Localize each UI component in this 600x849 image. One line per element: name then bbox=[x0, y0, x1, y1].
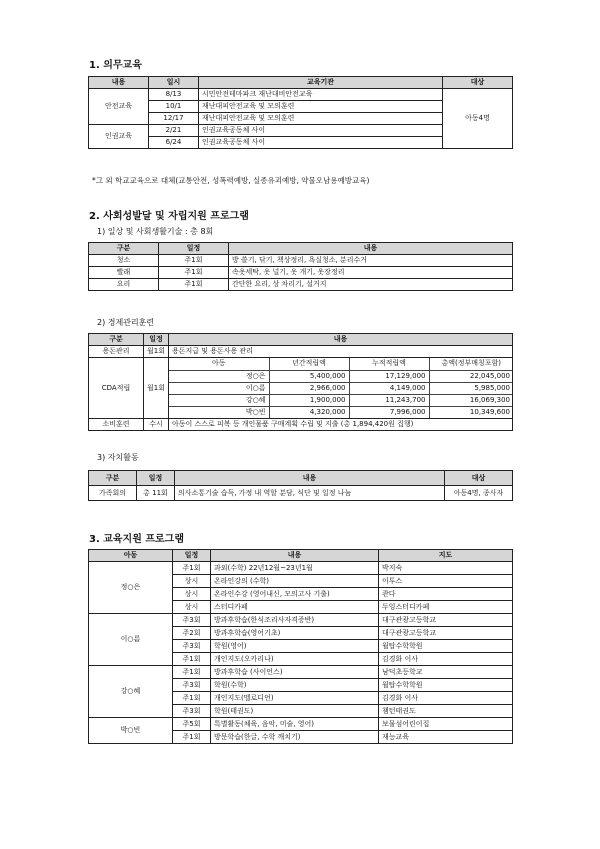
header-content: 내용 bbox=[211, 550, 379, 562]
table-row bbox=[89, 486, 513, 501]
content-cell: 방과후학습 (사이언스) bbox=[211, 666, 379, 679]
header-content: 내용 bbox=[175, 471, 445, 486]
content-cell: 스터디카페 bbox=[211, 601, 379, 614]
cda-total: 5,985,000 bbox=[429, 382, 513, 394]
table-row bbox=[89, 346, 513, 358]
content-cell: 특별활동(체육, 음악, 미술, 영어) bbox=[211, 718, 379, 731]
guide-cell: 김경화 이사 bbox=[379, 653, 513, 666]
table-row bbox=[89, 419, 513, 431]
type-cell: 빨래 bbox=[89, 267, 159, 279]
institution-cell: 인권교육공동체 사이 bbox=[199, 137, 443, 149]
section-3-title: 3. 교육지원 프로그램 bbox=[89, 534, 184, 545]
content-cell: 학원(영어) bbox=[211, 640, 379, 653]
schedule-cell: 주1회 bbox=[173, 562, 211, 575]
content-cell: 의사소통기술 습득, 가정 내 역할 분담, 식단 및 일정 나눔 bbox=[175, 486, 445, 501]
section-1-note: *그 외 학교교육으로 대체(교통안전, 성폭력예방, 실종유괴예방, 약물오남용예방교육) bbox=[92, 176, 370, 185]
cda-total: 16,069,300 bbox=[429, 394, 513, 406]
cda-total: 22,045,000 bbox=[429, 370, 513, 382]
cda-annual: 5,400,000 bbox=[269, 370, 349, 382]
schedule-cell: 주1회 bbox=[159, 255, 229, 267]
cda-header-annual: 년간적립액 bbox=[269, 358, 349, 370]
guide-cell: 김경화 이사 bbox=[379, 692, 513, 705]
header-schedule: 일정 bbox=[137, 471, 175, 486]
institution-cell: 재난대피안전교육 및 모의훈련 bbox=[199, 101, 443, 113]
guide-cell: 대구관광고등학교 bbox=[379, 614, 513, 627]
content-cell: 아동이 스스로 피복 등 개인물품 구매계획 수립 및 지출 (총 1,894,420원 집행) bbox=[169, 419, 513, 431]
header-target: 대상 bbox=[445, 471, 513, 486]
cda-annual: 1,900,000 bbox=[269, 394, 349, 406]
schedule-cell: 주2회 bbox=[173, 627, 211, 640]
date-cell: 8/13 bbox=[149, 89, 199, 101]
section-2-title: 2. 사회성발달 및 자립지원 프로그램 bbox=[89, 211, 249, 222]
content-cell: 온라인강의 (수학) bbox=[211, 575, 379, 588]
cda-header-cumulative: 누적적립액 bbox=[349, 358, 429, 370]
content-cell: 방과후학습(영어기초) bbox=[211, 627, 379, 640]
header-institution: 교육기관 bbox=[199, 77, 443, 89]
schedule-cell: 주3회 bbox=[173, 705, 211, 718]
guide-cell: 월탑수학학원 bbox=[379, 640, 513, 653]
content-cell: 온라인수강 (영어내신, 모의고사 기출) bbox=[211, 588, 379, 601]
schedule-cell: 주3회 bbox=[173, 640, 211, 653]
schedule-cell: 주1회 bbox=[173, 653, 211, 666]
date-cell: 10/1 bbox=[149, 101, 199, 113]
guide-cell: 콴다 bbox=[379, 588, 513, 601]
type-cell: 가족회의 bbox=[89, 486, 137, 501]
date-cell: 2/21 bbox=[149, 125, 199, 137]
header-content: 내용 bbox=[89, 77, 149, 89]
schedule-cell: 월1회 bbox=[144, 346, 169, 358]
content-cell: 방문학습(한글, 수학 깨치기) bbox=[211, 731, 379, 744]
child-cell: 박○빈 bbox=[89, 718, 173, 744]
subsection-2-3-title: 3) 자치활동 bbox=[97, 453, 139, 462]
table-row bbox=[169, 382, 513, 394]
header-child: 아동 bbox=[89, 550, 173, 562]
schedule-cell: 주1회 bbox=[159, 279, 229, 291]
cda-cumulative: 7,996,000 bbox=[349, 406, 429, 418]
table-row bbox=[89, 718, 513, 731]
guide-cell: 남덕초등학교 bbox=[379, 666, 513, 679]
content-cell: 개인지도(멜로디언) bbox=[211, 692, 379, 705]
guide-cell: 이투스 bbox=[379, 575, 513, 588]
guide-cell: 보물섬어린이집 bbox=[379, 718, 513, 731]
table-row bbox=[89, 358, 513, 419]
schedule-cell: 주1회 bbox=[173, 666, 211, 679]
section-1-title: 1. 의무교육 bbox=[89, 60, 142, 71]
date-cell: 12/17 bbox=[149, 113, 199, 125]
child-cell: 정○은 bbox=[89, 562, 173, 614]
group-human-rights: 인권교육 bbox=[89, 125, 149, 149]
type-cell: 요리 bbox=[89, 279, 159, 291]
table-row bbox=[89, 562, 513, 575]
cda-cumulative: 11,243,700 bbox=[349, 394, 429, 406]
table-row bbox=[169, 406, 513, 418]
cda-annual: 4,320,000 bbox=[269, 406, 349, 418]
header-content: 내용 bbox=[229, 243, 513, 255]
table-row bbox=[89, 255, 513, 267]
target-cell: 아동4명 bbox=[443, 89, 513, 149]
type-cell: 용돈관리 bbox=[89, 346, 144, 358]
table-row bbox=[89, 614, 513, 627]
target-cell: 아동4명, 종사자 bbox=[445, 486, 513, 501]
type-cell: 청소 bbox=[89, 255, 159, 267]
content-cell: 방 쓸기, 닦기, 책상정리, 욕실청소, 분리수거 bbox=[229, 255, 513, 267]
schedule-cell: 상시 bbox=[173, 601, 211, 614]
header-guide: 지도 bbox=[379, 550, 513, 562]
content-cell: 속옷세탁, 옷 널기, 옷 개기, 옷장정리 bbox=[229, 267, 513, 279]
header-date: 일시 bbox=[149, 77, 199, 89]
cda-cell bbox=[169, 358, 513, 419]
content-cell: 학원(수학) bbox=[211, 679, 379, 692]
table-row bbox=[89, 89, 513, 101]
institution-cell: 재난대피안전교육 및 모의훈련 bbox=[199, 113, 443, 125]
schedule-cell: 주3회 bbox=[173, 614, 211, 627]
education-support-table bbox=[88, 549, 513, 744]
economic-training-table bbox=[88, 333, 513, 431]
daily-skills-table bbox=[88, 242, 513, 291]
cda-cumulative: 4,149,000 bbox=[349, 382, 429, 394]
table-row bbox=[89, 267, 513, 279]
guide-cell: 월탑수학학원 bbox=[379, 679, 513, 692]
self-governance-table bbox=[88, 470, 513, 501]
cda-savings-table bbox=[169, 358, 513, 418]
child-cell: 이○름 bbox=[89, 614, 173, 666]
table-row bbox=[169, 370, 513, 382]
header-schedule: 일정 bbox=[159, 243, 229, 255]
header-type: 구분 bbox=[89, 471, 137, 486]
date-cell: 6/24 bbox=[149, 137, 199, 149]
cda-header-total: 총액(정부매칭포함) bbox=[429, 358, 513, 370]
mandatory-education-table bbox=[88, 76, 513, 149]
institution-cell: 인권교육공동체 사이 bbox=[199, 125, 443, 137]
schedule-cell: 주1회 bbox=[173, 692, 211, 705]
cda-total: 10,349,600 bbox=[429, 406, 513, 418]
schedule-cell: 총 11회 bbox=[137, 486, 175, 501]
content-cell: 방과후학습(한식조리사자격증반) bbox=[211, 614, 379, 627]
table-row bbox=[89, 279, 513, 291]
schedule-cell: 수시 bbox=[144, 419, 169, 431]
group-safety: 안전교육 bbox=[89, 89, 149, 125]
cda-child: 박○빈 bbox=[169, 406, 269, 418]
content-cell: 과외(수학) 22년12월~23년1월 bbox=[211, 562, 379, 575]
content-cell: 학원(태권도) bbox=[211, 705, 379, 718]
guide-cell: 박지숙 bbox=[379, 562, 513, 575]
guide-cell: 대구관광고등학교 bbox=[379, 627, 513, 640]
schedule-cell: 월1회 bbox=[144, 358, 169, 419]
cda-child: 정○은 bbox=[169, 370, 269, 382]
header-target: 대상 bbox=[443, 77, 513, 89]
schedule-cell: 주1회 bbox=[159, 267, 229, 279]
header-content: 내용 bbox=[169, 334, 513, 346]
schedule-cell: 주3회 bbox=[173, 679, 211, 692]
schedule-cell: 상시 bbox=[173, 588, 211, 601]
table-row bbox=[169, 394, 513, 406]
cda-header-child: 아동 bbox=[169, 358, 269, 370]
guide-cell: 재능교육 bbox=[379, 731, 513, 744]
header-schedule: 일정 bbox=[144, 334, 169, 346]
header-type: 구분 bbox=[89, 334, 144, 346]
subsection-2-1-title: 1) 일상 및 사회생활기술 : 총 8회 bbox=[97, 227, 214, 236]
cda-child: 이○름 bbox=[169, 382, 269, 394]
cda-child: 강○혜 bbox=[169, 394, 269, 406]
institution-cell: 시민안전테마파크 재난대비안전교육 bbox=[199, 89, 443, 101]
schedule-cell: 주1회 bbox=[173, 731, 211, 744]
child-cell: 강○혜 bbox=[89, 666, 173, 718]
content-cell: 간단한 요리, 상 차리기, 설거지 bbox=[229, 279, 513, 291]
table-row bbox=[169, 358, 513, 370]
cda-cumulative: 17,129,000 bbox=[349, 370, 429, 382]
guide-cell: 두잉스터디카페 bbox=[379, 601, 513, 614]
header-type: 구분 bbox=[89, 243, 159, 255]
guide-cell: 챔턴태권도 bbox=[379, 705, 513, 718]
cda-annual: 2,966,000 bbox=[269, 382, 349, 394]
schedule-cell: 주5회 bbox=[173, 718, 211, 731]
type-cell: 소비훈련 bbox=[89, 419, 144, 431]
content-cell: 개인지도(오카리나) bbox=[211, 653, 379, 666]
content-cell: 용돈지급 및 용돈사용 관리 bbox=[169, 346, 513, 358]
subsection-2-2-title: 2) 경제관리훈련 bbox=[97, 318, 155, 327]
schedule-cell: 상시 bbox=[173, 575, 211, 588]
table-row bbox=[89, 666, 513, 679]
type-cell: CDA적립 bbox=[89, 358, 144, 419]
header-schedule: 일정 bbox=[173, 550, 211, 562]
